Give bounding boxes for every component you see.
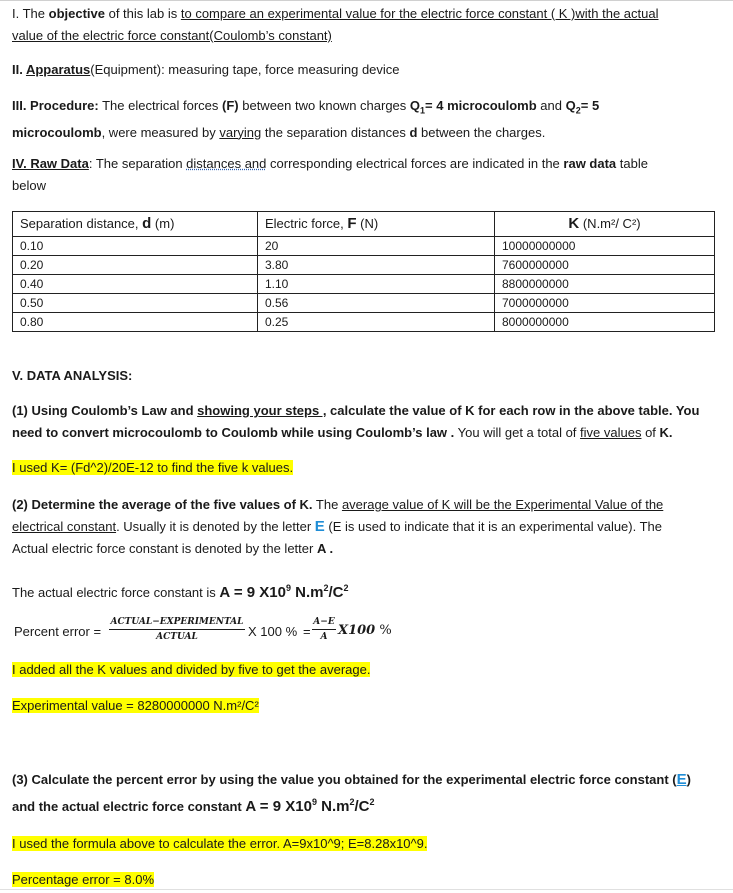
answer-1[interactable] [12,457,717,479]
letter-e-link: E [676,771,687,788]
percent-error-label: Percent error = [14,624,102,639]
cell-distance: 0.50 [13,294,258,313]
apparatus-paragraph: II. Apparatus(Equipment): measuring tape, force measuring device [12,62,400,77]
cell-distance: 0.80 [13,313,258,332]
cell-distance: 0.10 [13,237,258,256]
header-distance: Separation distance, d (m) [13,212,258,237]
cell-k: 8800000000 [495,275,715,294]
cell-k: 10000000000 [495,237,715,256]
rawdata-label: IV. Raw Data [12,156,89,171]
analysis-title: V. DATA ANALYSIS: [12,368,133,383]
bottom-rule [0,889,733,890]
answer-3b[interactable] [12,869,717,891]
apparatus-label: Apparatus [25,62,91,77]
header-k: K (N.m²/ C²) [495,212,715,237]
table-row [13,275,715,294]
cell-distance: 0.20 [13,256,258,275]
top-rule [0,0,733,1]
cell-k: 8000000000 [495,313,715,332]
fraction-letters: $\frac{A-E}{A}$ [313,617,335,642]
answer-2a-text[interactable]: I added all the K values and divided by five to get the average. [12,662,371,677]
answer-3a-text[interactable]: I used the formula above to calculate the error. A=9x10^9; E=8.28x10^9. [12,836,428,851]
actual-constant-line: The actual electric force constant is A = 9 $X10^9$ $N.m^2/C^2$ [12,583,349,601]
question-1: (1) Using Coulomb’s Law and showing your steps , calculate the value of K for each row in the above table. You need to convert microcoulomb to Coulomb while using Coulomb’s law . You will get a total of five values of K. [12,403,700,440]
objective-statement: to compare an experimental value for the electric force constant ( K )with the actual [180,6,659,21]
table-row [13,313,715,332]
fraction-words: ACTUAL−EXPERIMENTAL ACTUAL [110,617,244,642]
rawdata-paragraph: IV. Raw Data: The separation distances and corresponding electrical forces are indicated in the raw data table below [12,156,648,193]
cell-k: 7600000000 [495,256,715,275]
answer-3a[interactable] [12,833,717,855]
cell-force: 1.10 [258,275,495,294]
question-2: (2) Determine the average of the five values of K. The average value of K will be the Experimental Value of the electrical constant. Usually it is denoted by the letter E (E is used to indicate that it is an experimental value). The Actual electric force constant is denoted by the letter A . [12,497,664,556]
answer-2b[interactable] [12,695,717,717]
percent-error-formula: Percent error = ACTUAL−EXPERIMENTAL ACTUAL X 100 % = $\frac{A-E}{A}$ X100 % [14,617,392,642]
cell-force: 0.25 [258,313,495,332]
experimental-value-text[interactable]: Experimental value = 8280000000 N.m²/C² [12,698,259,713]
table-row [13,237,715,256]
cell-k: 7000000000 [495,294,715,313]
answer-2a[interactable] [12,659,717,681]
procedure-paragraph: III. Procedure: The electrical forces (F) between two known charges $Q_1= 4$ microcoulomb and $Q_2= 5$ microcoulomb, were measured by varying the separation distances d between the charges. [12,98,600,140]
procedure-label: III. Procedure: [12,98,99,113]
objective-bold: objective [48,6,105,21]
answer-1-text[interactable]: I used K= (Fd^2)/20E-12 to find the five k values. [12,460,294,475]
percentage-error-text[interactable]: Percentage error = 8.0% [12,872,154,887]
table-row [13,294,715,313]
cell-force: 3.80 [258,256,495,275]
objective-paragraph: I. The objective of this lab is to compare an experimental value for the electric force constant ( K )with the actual value of the electric force constant(Coulomb’s constant) [12,6,659,43]
table-row [13,256,715,275]
raw-data-table [12,211,715,332]
question-3: (3) Calculate the percent error by using the value you obtained for the experimental electric force constant (E) and the actual electric force constant A = 9 $X10^9$ $N.m^2/C^2$ [12,771,691,815]
cell-force: 0.56 [258,294,495,313]
cell-force: 20 [258,237,495,256]
header-force: Electric force, F (N) [258,212,495,237]
cell-distance: 0.40 [13,275,258,294]
letter-e: E [314,518,325,535]
table-header-row [13,212,715,237]
objective-statement-2: value of the electric force constant(Coulomb’s constant) [12,28,332,43]
